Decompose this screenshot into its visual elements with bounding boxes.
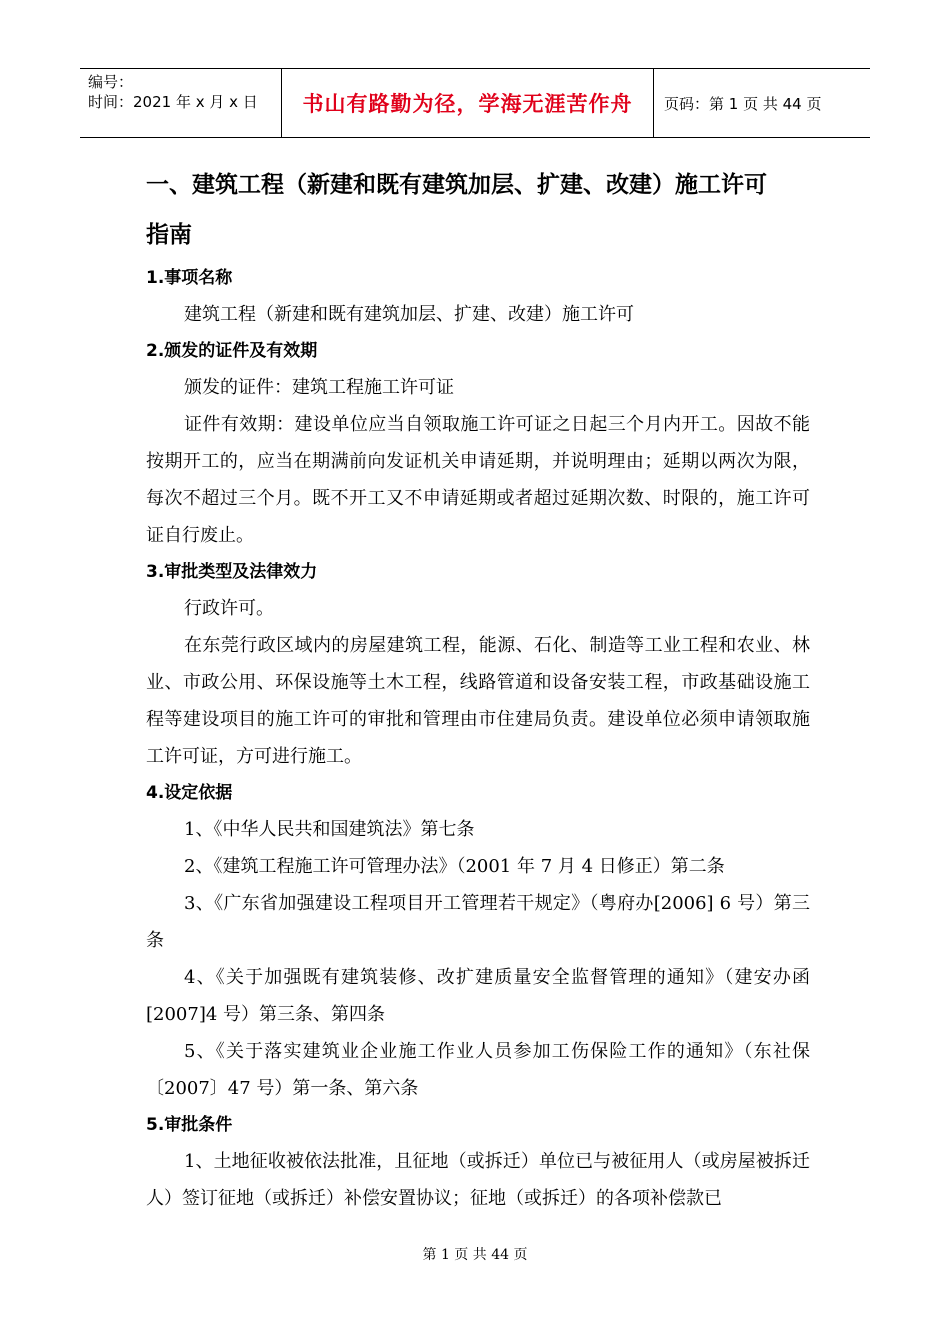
section-2-paragraph-2: 证件有效期：建设单位应当自领取施工许可证之日起三个月内开工。因故不能按期开工的，应当在期满前向发证机关申请延期，并说明理由；延期以两次为限，每次不超过三个月。既不开工又不申请延期或者超过延期次数、时限的，施工许可证自行废止。	[146, 414, 810, 546]
section-5-item-1: 1、土地征收被依法批准，且征地（或拆迁）单位已与被征用人（或房屋被拆迁人）签订征地（或拆迁）补偿安置协议；征地（或拆迁）的各项补偿款已	[146, 1151, 810, 1209]
doc-title-line2: 指南	[146, 222, 192, 248]
section-1-heading: 1.事项名称	[146, 268, 233, 288]
section-4-item-3: 3、《广东省加强建设工程项目开工管理若干规定》（粤府办[2006] 6 号）第三条	[146, 893, 810, 951]
section-3-paragraph-1: 行政许可。	[184, 598, 274, 619]
section-4-item-2: 2、《建筑工程施工许可管理办法》（2001 年 7 月 4 日修正）第二条	[184, 856, 725, 877]
section-4-heading: 4.设定依据	[146, 783, 233, 803]
page-footer: 第 1 页 共 44 页	[422, 1247, 528, 1263]
page-info: 页码：第 1 页 共 44 页	[664, 94, 822, 113]
section-4-item-4: 4、《关于加强既有建筑装修、改扩建质量安全监督管理的通知》（建安办函[2007]4 号）第三条、第四条	[146, 967, 810, 1025]
section-2-heading: 2.颁发的证件及有效期	[146, 341, 318, 361]
doc-title-line1: 一、建筑工程（新建和既有建筑加层、扩建、改建）施工许可	[146, 172, 767, 198]
section-4-item-1: 1、《中华人民共和国建筑法》第七条	[184, 819, 475, 840]
section-3-paragraph-2: 在东莞行政区域内的房屋建筑工程，能源、石化、制造等工业工程和农业、林业、市政公用、环保设施等土木工程，线路管道和设备安装工程，市政基础设施工程等建设项目的施工许可的审批和管理由市住建局负责。建设单位必须申请领取施工许可证，方可进行施工。	[146, 635, 810, 767]
document-body	[146, 160, 810, 1217]
section-4-item-5: 5、《关于落实建筑业企业施工作业人员参加工伤保险工作的通知》（东社保〔2007〕47 号）第一条、第六条	[146, 1041, 810, 1099]
section-5-heading: 5.审批条件	[146, 1115, 233, 1135]
header-meta-cell	[80, 69, 282, 137]
section-1-paragraph: 建筑工程（新建和既有建筑加层、扩建、改建）施工许可	[184, 304, 634, 325]
header-table	[80, 68, 870, 138]
motto-text: 书山有路勤为径，学海无涯苦作舟	[302, 92, 633, 116]
number-label: 编号：	[88, 73, 134, 91]
header-motto-cell	[282, 69, 654, 137]
section-2-paragraph-1: 颁发的证件：建筑工程施工许可证	[184, 377, 454, 398]
section-3-heading: 3.审批类型及法律效力	[146, 562, 318, 582]
date-label: 时间：2021 年 x 月 x 日	[88, 93, 258, 111]
header-page-cell	[654, 69, 870, 137]
